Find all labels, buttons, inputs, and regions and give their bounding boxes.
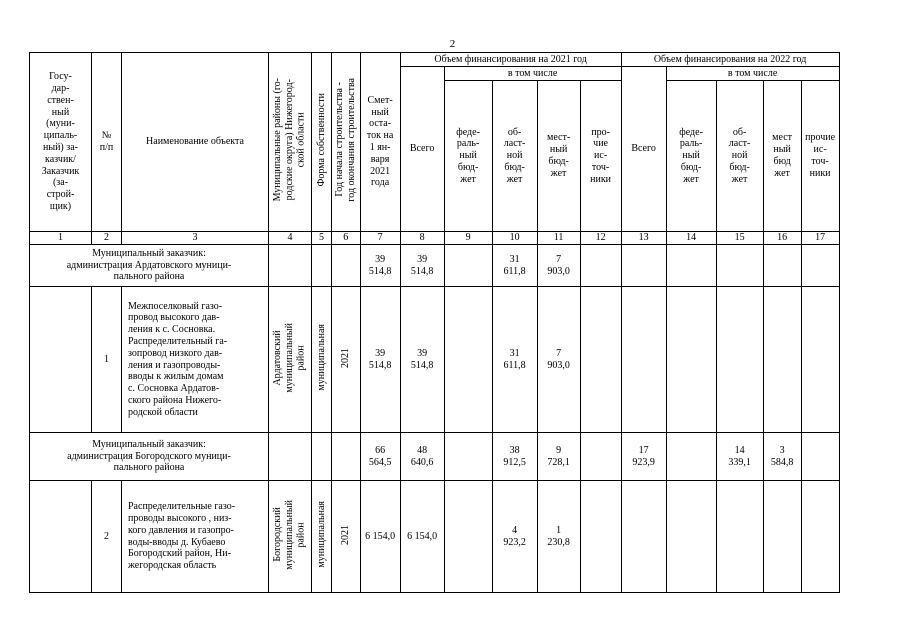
header-fin2022: Объем финансирования на 2022 год <box>621 53 839 67</box>
empty-cell <box>332 245 361 287</box>
col-number: 5 <box>312 232 332 245</box>
group-customer-label: Муниципальный заказчик: администрация Богородского муници- пального района <box>30 433 269 481</box>
total-2021-value: 39 514,8 <box>400 287 444 433</box>
local-2022-value <box>763 481 801 593</box>
empty-cell <box>30 481 92 593</box>
local-2022-value <box>763 287 801 433</box>
header-total-2022: Всего <box>621 67 666 232</box>
col-number: 2 <box>92 232 122 245</box>
col-number: 4 <box>269 232 312 245</box>
financing-table <box>29 52 840 593</box>
col-number: 1 <box>30 232 92 245</box>
ownership-value: муниципальная <box>315 501 327 568</box>
header-other-2021: про- чие ис- точ- ники <box>580 81 621 232</box>
header-balance: Смет- ный оста- ток на 1 ян- варя 2021 года <box>360 53 400 232</box>
federal-2021-value <box>444 481 492 593</box>
empty-cell <box>312 245 332 287</box>
other-2022-value <box>801 245 839 287</box>
years-cell <box>332 481 361 593</box>
other-2021-value <box>580 287 621 433</box>
header-years-cell <box>332 53 361 232</box>
years-value: 2021 <box>339 524 351 545</box>
regional-2022-value <box>716 481 763 593</box>
group-row <box>30 245 840 287</box>
header-local-2022: мест ный бюд жет <box>763 81 801 232</box>
total-2022-value <box>621 245 666 287</box>
regional-2022-value <box>716 287 763 433</box>
ownership-cell <box>312 287 332 433</box>
district-cell <box>269 481 312 593</box>
header-district-cell <box>269 53 312 232</box>
page-number: 2 <box>449 38 456 50</box>
district-name: Богородский муниципальный район <box>272 499 307 570</box>
total-2022-value <box>621 287 666 433</box>
federal-2021-value <box>444 245 492 287</box>
header-ownership: Форма собственности <box>315 93 327 187</box>
header-regional-2022: об- ласт- ной бюд- жет <box>716 81 763 232</box>
header-other-2022: прочие ис- точ- ники <box>801 81 839 232</box>
object-row <box>30 287 840 433</box>
header-regional-2021: об- ласт- ной бюд- жет <box>492 81 537 232</box>
federal-2022-value <box>666 245 716 287</box>
empty-cell <box>269 245 312 287</box>
header-federal-2022: феде- раль- ный бюд- жет <box>666 81 716 232</box>
col-number: 9 <box>444 232 492 245</box>
other-2021-value <box>580 433 621 481</box>
federal-2021-value <box>444 287 492 433</box>
years-cell <box>332 287 361 433</box>
col-number: 16 <box>763 232 801 245</box>
federal-2021-value <box>444 433 492 481</box>
regional-2022-value <box>716 245 763 287</box>
col-number: 11 <box>537 232 580 245</box>
header-object-name: Наименование объекта <box>122 53 269 232</box>
regional-2021-value: 31 611,8 <box>492 245 537 287</box>
local-2022-value <box>763 245 801 287</box>
balance-value: 6 154,0 <box>360 481 400 593</box>
col-number: 12 <box>580 232 621 245</box>
col-number: 15 <box>716 232 763 245</box>
local-2021-value: 7 903,0 <box>537 287 580 433</box>
balance-value: 39 514,8 <box>360 287 400 433</box>
local-2021-value: 7 903,0 <box>537 245 580 287</box>
header-total-2021: Всего <box>400 67 444 232</box>
federal-2022-value <box>666 481 716 593</box>
district-cell <box>269 287 312 433</box>
col-number: 17 <box>801 232 839 245</box>
local-2021-value: 9 728,1 <box>537 433 580 481</box>
object-num: 1 <box>92 287 122 433</box>
empty-cell <box>332 433 361 481</box>
balance-value: 66 564,5 <box>360 433 400 481</box>
empty-cell <box>269 433 312 481</box>
regional-2021-value: 4 923,2 <box>492 481 537 593</box>
col-number: 13 <box>621 232 666 245</box>
federal-2022-value <box>666 287 716 433</box>
object-name: Межпоселковый газо- провод высокого дав- ления к с. Сосновка. Распределительный га- зопровод низкого дав- ления и газопроводы- вводы к жилым домам с. Сосновка Ардатов- ского района Нижего- родской области <box>122 287 269 433</box>
local-2021-value: 1 230,8 <box>537 481 580 593</box>
regional-2021-value: 38 912,5 <box>492 433 537 481</box>
header-local-2021: мест- ный бюд- жет <box>537 81 580 232</box>
other-2021-value <box>580 245 621 287</box>
header-ownership-cell <box>312 53 332 232</box>
col-number: 7 <box>360 232 400 245</box>
empty-cell <box>30 287 92 433</box>
header-district: Муниципальные районы (го- родские округа) Нижегород- ской области <box>272 78 307 202</box>
object-name: Распределительные газо- проводы высокого , низ- кого давления и газопро- воды-вводы д. Кубаево Богородский район, Ни- жегородская область <box>122 481 269 593</box>
total-2022-value <box>621 481 666 593</box>
col-number: 14 <box>666 232 716 245</box>
header-fin2021: Объем финансирования на 2021 год <box>400 53 621 67</box>
header-customer: Госу- дар- ствен- ный (муни- ципаль- ный) за- казчик/ Заказчик (за- строй- щик) <box>30 53 92 232</box>
district-name: Ардатовский муниципальный район <box>272 322 307 393</box>
object-row <box>30 481 840 593</box>
other-2021-value <box>580 481 621 593</box>
years-value: 2021 <box>339 347 351 368</box>
other-2022-value <box>801 481 839 593</box>
total-2021-value: 48 640,6 <box>400 433 444 481</box>
header-federal-2021: феде- раль- ный бюд- жет <box>444 81 492 232</box>
column-numbers-row <box>30 232 840 245</box>
ownership-cell <box>312 481 332 593</box>
col-number: 8 <box>400 232 444 245</box>
col-number: 10 <box>492 232 537 245</box>
local-2022-value: 3 584,8 <box>763 433 801 481</box>
other-2022-value <box>801 287 839 433</box>
header-years: Год начала строительства - год окончания строительства <box>334 78 357 202</box>
regional-2022-value: 14 339,1 <box>716 433 763 481</box>
regional-2021-value: 31 611,8 <box>492 287 537 433</box>
ownership-value: муниципальная <box>315 324 327 391</box>
other-2022-value <box>801 433 839 481</box>
header-including-2022: в том числе <box>666 67 839 81</box>
col-number: 6 <box>332 232 361 245</box>
group-row <box>30 433 840 481</box>
empty-cell <box>312 433 332 481</box>
total-2021-value: 6 154,0 <box>400 481 444 593</box>
col-number: 3 <box>122 232 269 245</box>
header-num: № п/п <box>92 53 122 232</box>
balance-value: 39 514,8 <box>360 245 400 287</box>
header-including-2021: в том числе <box>444 67 621 81</box>
total-2021-value: 39 514,8 <box>400 245 444 287</box>
federal-2022-value <box>666 433 716 481</box>
total-2022-value: 17 923,9 <box>621 433 666 481</box>
object-num: 2 <box>92 481 122 593</box>
group-customer-label: Муниципальный заказчик: администрация Ардатовского муници- пального района <box>30 245 269 287</box>
